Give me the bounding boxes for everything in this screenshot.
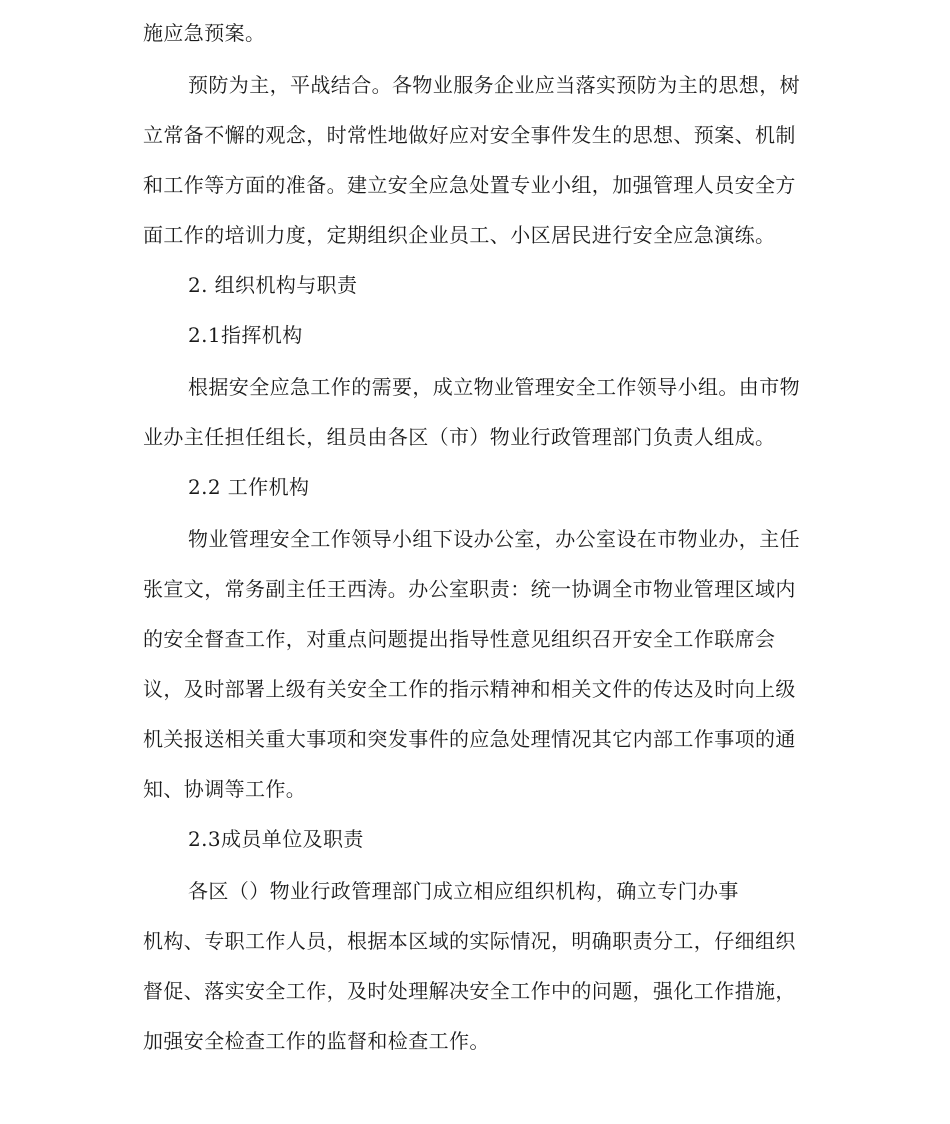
subsection-heading: 2.2 工作机构: [188, 475, 310, 499]
text-line: 机构、专职工作人员，根据本区域的实际情况，明确职责分工，仔细组织: [143, 929, 796, 953]
text-line: 张宣文，常务副主任王西涛。办公室职责：统一协调全市物业管理区域内: [143, 577, 796, 601]
text-line: 和工作等方面的准备。建立安全应急处置专业小组，加强管理人员安全方: [143, 173, 796, 197]
text-line: 面工作的培训力度，定期组织企业员工、小区居民进行安全应急演练。: [143, 223, 776, 247]
subsection-heading: 2.3成员单位及职责: [188, 827, 364, 851]
subsection-heading: 2.1指挥机构: [188, 323, 303, 347]
text-line: 知、协调等工作。: [143, 777, 307, 801]
text-line: 的安全督查工作，对重点问题提出指导性意见组织召开安全工作联席会: [143, 627, 776, 651]
text-line: 机关报送相关重大事项和突发事件的应急处理情况其它内部工作事项的通: [143, 727, 796, 751]
text-line: 业办主任担任组长，组员由各区（市）物业行政管理部门负责人组成。: [143, 425, 776, 449]
text-line: 加强安全检查工作的监督和检查工作。: [143, 1029, 490, 1053]
paragraph-line: 根据安全应急工作的需要，成立物业管理安全工作领导小组。由市物: [188, 375, 800, 399]
paragraph-line: 物业管理安全工作领导小组下设办公室，办公室设在市物业办，主任: [188, 527, 800, 551]
text-line: 议，及时部署上级有关安全工作的指示精神和相关文件的传达及时向上级: [143, 677, 796, 701]
paragraph-line: 各区（）物业行政管理部门成立相应组织机构，确立专门办事: [188, 879, 739, 903]
text-line: 施应急预案。: [143, 21, 266, 45]
text-line: 督促、落实安全工作，及时处理解决安全工作中的问题，强化工作措施，: [143, 979, 796, 1003]
section-heading: 2. 组织机构与职责: [188, 273, 358, 297]
text-line: 立常备不懈的观念，时常性地做好应对安全事件发生的思想、预案、机制: [143, 123, 796, 147]
paragraph-line: 预防为主，平战结合。各物业服务企业应当落实预防为主的思想，树: [188, 73, 800, 97]
